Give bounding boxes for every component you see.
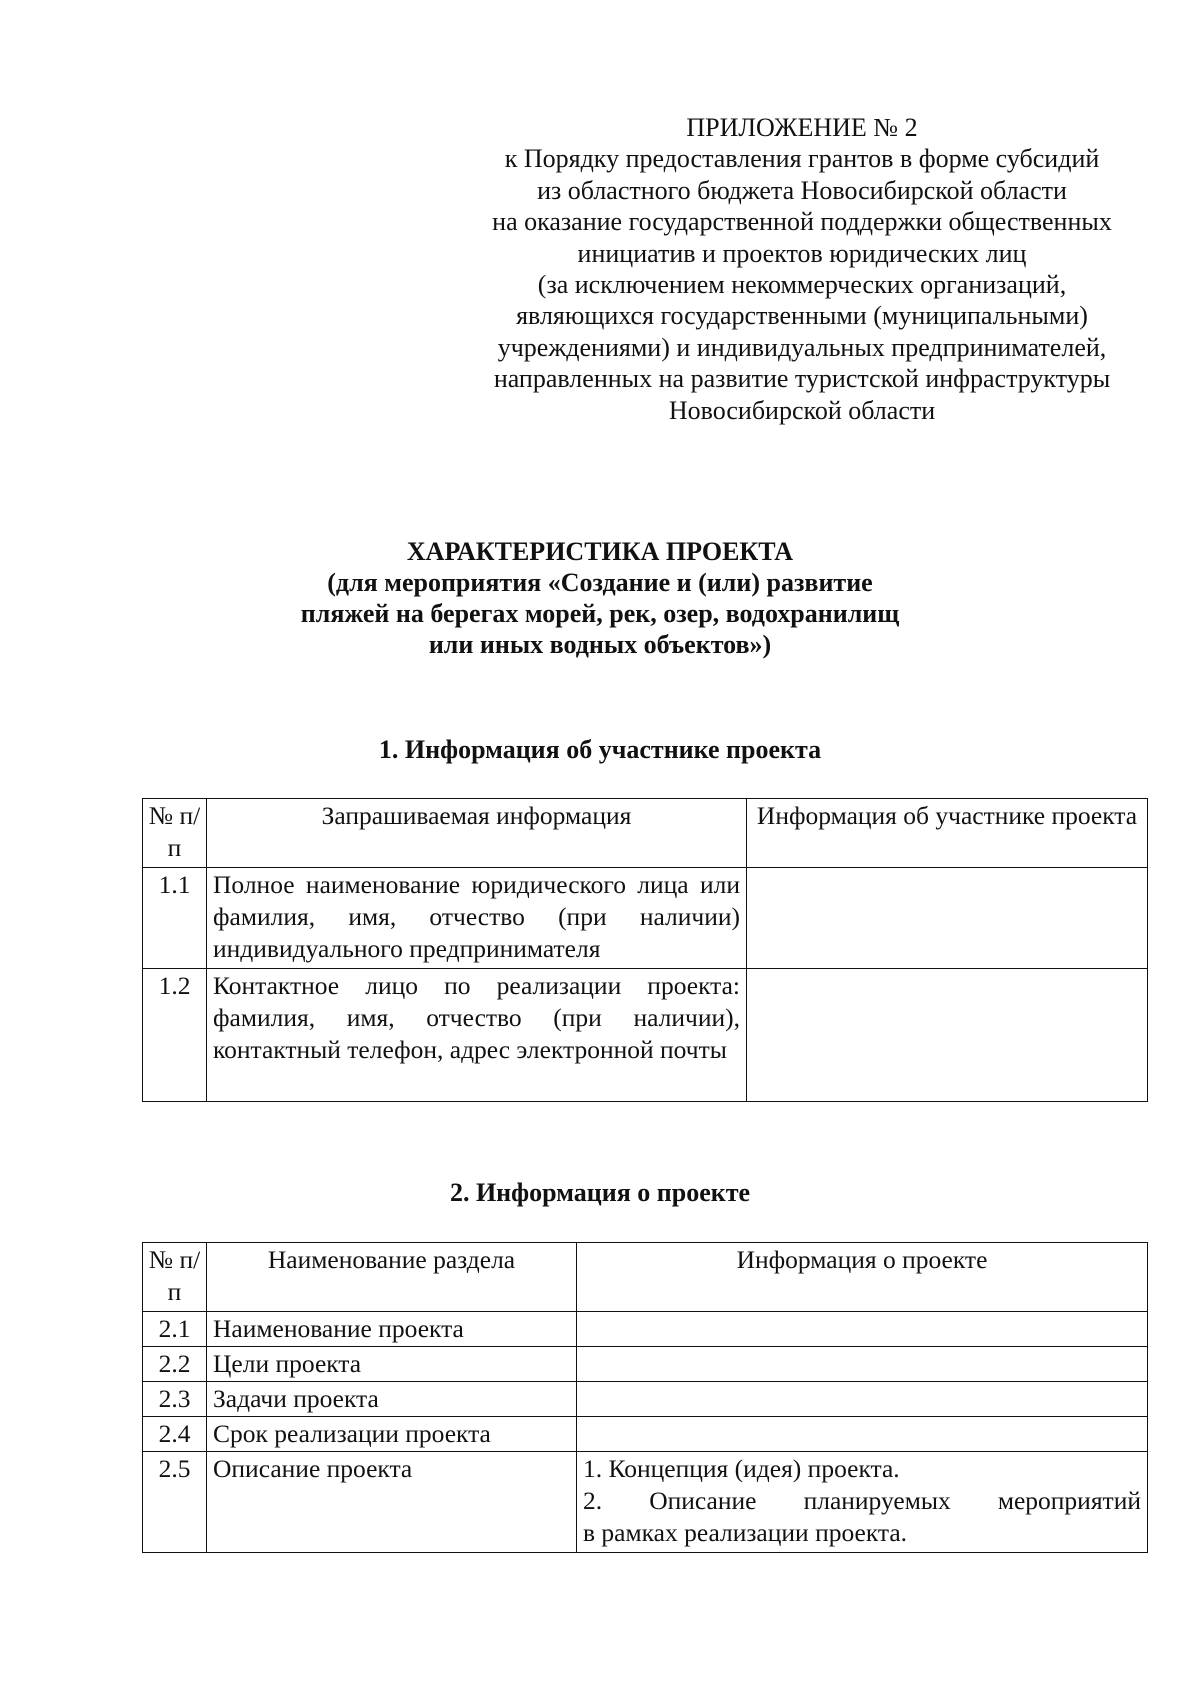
project-info-cell — [577, 1417, 1148, 1452]
project-info-table — [142, 1242, 1148, 1553]
section-name-cell: Срок реализации проекта — [207, 1417, 577, 1452]
participant-info-cell — [747, 868, 1148, 969]
appendix-line: из областного бюджета Новосибирской области — [537, 175, 1067, 205]
document-title-line: (для мероприятия «Создание и (или) развитие — [327, 568, 873, 597]
table-header-row — [143, 1243, 1148, 1312]
document-title — [0, 536, 1200, 660]
participant-info-table — [142, 798, 1148, 1102]
appendix-title: ПРИЛОЖЕНИЕ № 2 — [686, 113, 918, 142]
table-row — [143, 1347, 1148, 1382]
section-name-cell: Наименование проекта — [207, 1312, 577, 1347]
document-title-line: ХАРАКТЕРИСТИКА ПРОЕКТА — [406, 537, 794, 566]
column-header-project-info: Информация о проекте — [577, 1243, 1148, 1312]
appendix-line: являющихся государственными (муниципальными) — [516, 301, 1088, 331]
table-row — [143, 1452, 1148, 1553]
appendix-header — [462, 112, 1142, 426]
project-info-cell — [577, 1347, 1148, 1382]
table-row — [143, 868, 1148, 969]
table-row — [143, 969, 1148, 1102]
document-title-line: пляжей на берегах морей, рек, озер, водохранилищ — [300, 599, 900, 628]
row-number: 2.1 — [143, 1312, 207, 1347]
column-header-number: № п/п — [143, 799, 207, 868]
appendix-line: направленных на развитие туристской инфраструктуры — [493, 364, 1111, 394]
project-info-cell — [577, 1312, 1148, 1347]
column-header-requested-info: Запрашиваемая информация — [207, 799, 747, 868]
requested-info-cell: Контактное лицо по реализации проекта: фамилия, имя, отчество (при наличии), контактный телефон, адрес электронной почты — [207, 969, 747, 1102]
column-header-number: № п/п — [143, 1243, 207, 1312]
appendix-line: на оказание государственной поддержки общественных — [492, 207, 1112, 237]
section-name-cell: Цели проекта — [207, 1347, 577, 1382]
project-description-cell — [577, 1452, 1148, 1553]
table-row — [143, 1382, 1148, 1417]
appendix-line: к Порядку предоставления грантов в форме субсидий — [504, 144, 1100, 174]
participant-info-cell — [747, 969, 1148, 1102]
section-2-heading: 2. Информация о проекте — [449, 1178, 751, 1207]
section-name-cell: Описание проекта — [207, 1452, 577, 1553]
appendix-line: инициатив и проектов юридических лиц — [577, 238, 1027, 268]
project-info-cell — [577, 1382, 1148, 1417]
table-row — [143, 1312, 1148, 1347]
row-number: 2.4 — [143, 1417, 207, 1452]
column-header-participant-info: Информация об участнике проекта — [747, 799, 1148, 868]
table-row — [143, 1417, 1148, 1452]
description-line: 1. Концепция (идея) проекта. — [583, 1454, 900, 1483]
section-name-cell: Задачи проекта — [207, 1382, 577, 1417]
document-title-line: или иных водных объектов») — [428, 630, 772, 659]
row-number: 1.1 — [143, 868, 207, 969]
description-line: в рамках реализации проекта. — [583, 1518, 908, 1547]
row-number: 1.2 — [143, 969, 207, 1102]
description-line: 2. Описание планируемых мероприятий — [583, 1486, 1141, 1515]
section-1-heading: 1. Информация об участнике проекта — [378, 735, 822, 764]
row-number: 2.3 — [143, 1382, 207, 1417]
row-number: 2.2 — [143, 1347, 207, 1382]
appendix-line: учреждениями) и индивидуальных предпринимателей, — [497, 332, 1107, 362]
appendix-line: Новосибирской области — [668, 395, 936, 425]
row-number: 2.5 — [143, 1452, 207, 1553]
requested-info-cell: Полное наименование юридического лица или фамилия, имя, отчество (при наличии) индивидуального предпринимателя — [207, 868, 747, 969]
appendix-line: (за исключением некоммерческих организаций, — [537, 270, 1067, 300]
column-header-section-name: Наименование раздела — [207, 1243, 577, 1312]
table-header-row — [143, 799, 1148, 868]
